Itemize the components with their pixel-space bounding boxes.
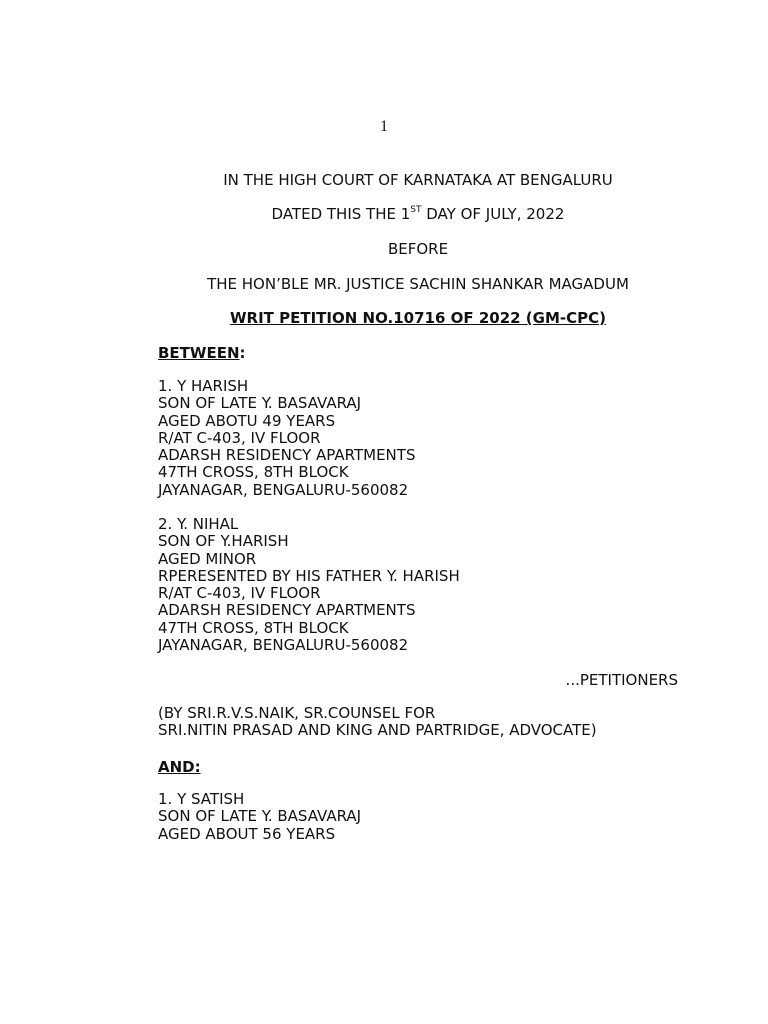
dated-suffix: DAY OF JULY, 2022 — [421, 205, 565, 223]
court-name: IN THE HIGH COURT OF KARNATAKA AT BENGALURU — [223, 171, 613, 189]
petitioner-2-line: RPERESENTED BY HIS FATHER Y. HARISH — [158, 566, 460, 585]
petitioner-1-block — [158, 378, 415, 499]
dated-prefix: DATED THIS THE 1 — [271, 205, 411, 223]
dated-line — [0, 205, 768, 223]
justice-name: THE HON’BLE MR. JUSTICE SACHIN SHANKAR MAGADUM — [207, 275, 629, 293]
respondent-1-line: AGED ABOUT 56 YEARS — [158, 824, 336, 843]
petitioner-2-line: JAYANAGAR, BENGALURU-560082 — [158, 636, 409, 655]
petitioner-1-line: JAYANAGAR, BENGALURU-560082 — [158, 480, 409, 499]
petitioner-1-line: 47TH CROSS, 8TH BLOCK — [158, 463, 349, 482]
between-colon: : — [239, 344, 246, 362]
respondent-1-block — [158, 791, 361, 843]
counsel-block — [158, 705, 597, 740]
between-heading — [158, 344, 246, 362]
petitioner-1-line: SON OF LATE Y. BASAVARAJ — [158, 394, 362, 413]
respondent-1-line: SON OF LATE Y. BASAVARAJ — [158, 807, 362, 826]
counsel-line: (BY SRI.R.V.S.NAIK, SR.COUNSEL FOR — [158, 704, 436, 722]
petitioner-2-block — [158, 516, 460, 654]
petitioner-1-line: ADARSH RESIDENCY APARTMENTS — [158, 446, 416, 465]
petitioner-2-line: ADARSH RESIDENCY APARTMENTS — [158, 601, 416, 620]
petitioners-label: ...PETITIONERS — [565, 671, 678, 689]
before-label: BEFORE — [387, 240, 449, 258]
petitioner-1-line: R/AT C-403, IV FLOOR — [158, 428, 321, 447]
petitioner-2-line: 47TH CROSS, 8TH BLOCK — [158, 618, 349, 637]
and-heading — [158, 758, 201, 776]
dated-superscript: ST — [410, 205, 422, 215]
petitioner-1-line: 1. Y HARISH — [158, 377, 249, 395]
petitioner-2-line: 2. Y. NIHAL — [158, 515, 239, 533]
and-label: AND: — [158, 758, 201, 776]
page-number: 1 — [380, 118, 388, 135]
petitioner-2-line: SON OF Y.HARISH — [158, 532, 289, 551]
between-label: BETWEEN — [158, 344, 240, 362]
petitioner-1-line: AGED ABOTU 49 YEARS — [158, 411, 336, 430]
respondent-1-line: 1. Y SATISH — [158, 790, 245, 808]
petitioner-2-line: AGED MINOR — [158, 549, 257, 568]
counsel-line: SRI.NITIN PRASAD AND KING AND PARTRIDGE, ADVOCATE) — [158, 721, 597, 740]
petitioner-2-line: R/AT C-403, IV FLOOR — [158, 584, 321, 603]
petition-title: WRIT PETITION NO.10716 OF 2022 (GM-CPC) — [230, 309, 606, 327]
